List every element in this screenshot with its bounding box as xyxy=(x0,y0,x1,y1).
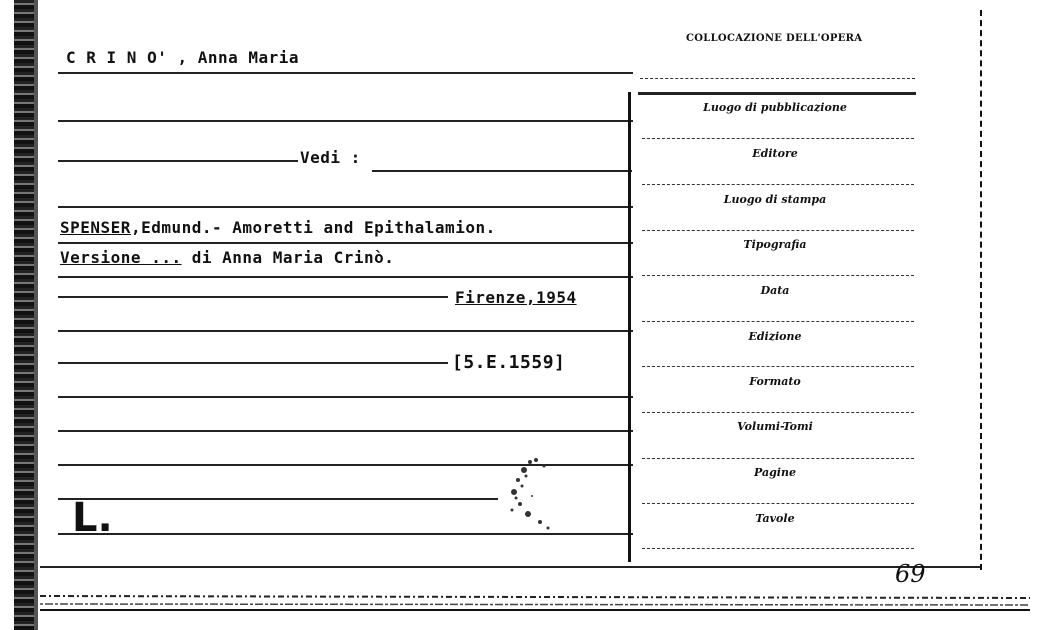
field-rule xyxy=(642,548,914,549)
ruled-line xyxy=(58,206,633,208)
card-left-edge xyxy=(14,0,34,630)
ruled-line xyxy=(58,430,633,432)
field-luogo-stampa: Luogo di stampa xyxy=(723,193,827,206)
field-editore: Editore xyxy=(752,147,798,160)
field-formato: Formato xyxy=(749,375,801,388)
ruled-line xyxy=(58,242,633,244)
ruled-line xyxy=(58,296,448,298)
field-rule xyxy=(642,321,914,322)
ink-blot xyxy=(500,452,568,534)
field-pagine: Pagine xyxy=(754,466,796,479)
field-tipografia: Tipografia xyxy=(743,238,807,251)
panel-divider xyxy=(628,92,631,562)
collocazione-header: COLLOCAZIONE DELL'OPERA xyxy=(686,33,863,44)
card-right-border xyxy=(980,10,982,570)
field-rule xyxy=(642,275,914,276)
shelfmark: [5.E.1559] xyxy=(452,352,566,373)
ruled-line xyxy=(640,78,915,79)
author-heading: C R I N O' , Anna Maria xyxy=(66,48,300,67)
ruled-line xyxy=(58,160,298,162)
entry-version: Versione ... xyxy=(60,248,182,267)
ruled-line xyxy=(58,396,633,398)
ruled-line xyxy=(58,276,633,278)
field-rule xyxy=(642,412,914,413)
ruled-line xyxy=(58,72,633,74)
field-rule xyxy=(642,230,914,231)
entry-title: ,Edmund.- Amoretti and Epithalamion. xyxy=(130,218,496,237)
field-tavole: Tavole xyxy=(755,512,795,525)
stamp-letter: L. xyxy=(72,495,113,541)
panel-top-rule xyxy=(638,92,916,95)
field-rule xyxy=(642,366,914,367)
vedi-label: Vedi : xyxy=(300,148,361,167)
ruled-line xyxy=(58,120,633,122)
ruled-line xyxy=(58,498,498,500)
field-rule xyxy=(642,184,914,185)
entry-translator: di Anna Maria Crinò. xyxy=(181,248,395,267)
field-volumi-tomi: Volumi-Tomi xyxy=(737,420,813,433)
field-luogo-pubblicazione: Luogo di pubblicazione xyxy=(703,101,847,114)
field-rule xyxy=(642,138,914,139)
place-date: Firenze,1954 xyxy=(455,288,577,307)
card-bottom-line xyxy=(40,566,980,568)
card-bottom-edge xyxy=(40,590,1030,612)
field-rule xyxy=(642,458,914,459)
card-left-border xyxy=(34,0,38,630)
ruled-line xyxy=(58,330,633,332)
entry-author-surname: SPENSER xyxy=(60,218,131,237)
field-rule xyxy=(642,503,914,504)
entry-line-2 xyxy=(60,248,394,267)
ruled-line xyxy=(58,362,448,364)
ruled-line xyxy=(372,170,632,172)
field-edizione: Edizione xyxy=(748,330,802,343)
handwritten-number: 69 xyxy=(895,560,926,588)
entry-line-1 xyxy=(60,218,496,237)
field-data: Data xyxy=(760,284,790,297)
